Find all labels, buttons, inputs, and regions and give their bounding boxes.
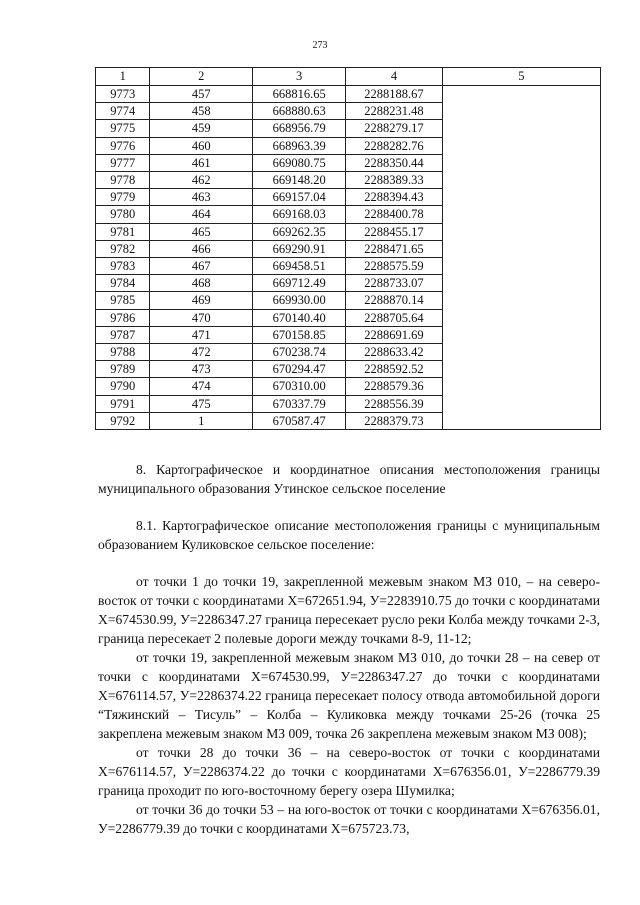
table-cell: 9778 [96, 172, 150, 189]
table-cell: 669262.35 [253, 223, 346, 240]
table-cell: 467 [150, 258, 253, 275]
table-cell: 460 [150, 137, 253, 154]
table-cell: 468 [150, 275, 253, 292]
table-body [96, 86, 601, 430]
table-cell: 470 [150, 309, 253, 326]
table-cell: 475 [150, 395, 253, 412]
paragraph: от точки 1 до точки 19, закрепленной межевым знаком МЗ 010, – на северо-восток от точки с координатами X=672651.94, У=2283910.75 до точки с координатами X=674530.99, У=2286347.27 граница пересекает русло реки Колба между точками 2-3, граница пересекает 2 полевые дороги между точками 8-9, 11-12; [98, 574, 600, 646]
table-cell: 669080.75 [253, 154, 346, 171]
table-cell: 2288579.36 [346, 378, 442, 395]
table-cell: 669148.20 [253, 172, 346, 189]
table-cell: 2288575.59 [346, 258, 442, 275]
table-cell: 9791 [96, 395, 150, 412]
table-cell: 670587.47 [253, 412, 346, 429]
table-cell: 9788 [96, 344, 150, 361]
table-cell: 669157.04 [253, 189, 346, 206]
table-cell: 670140.40 [253, 309, 346, 326]
table-cell: 9781 [96, 223, 150, 240]
page-number: 273 [312, 40, 328, 51]
table-cell: 469 [150, 292, 253, 309]
table-cell: 9792 [96, 412, 150, 429]
table-row [96, 86, 601, 103]
table-cell: 2288471.65 [346, 240, 442, 257]
table-cell: 2288379.73 [346, 412, 442, 429]
paragraph: от точки 36 до точки 53 – на юго-восток от точки с координатами X=676356.01, У=2286779.39 до точки с координатами X=675723.73, [98, 802, 600, 836]
table-cell: 471 [150, 326, 253, 343]
table-cell: 2288455.17 [346, 223, 442, 240]
table-cell: 2288279.17 [346, 120, 442, 137]
table-cell: 2288592.52 [346, 361, 442, 378]
table-cell: 2288231.48 [346, 103, 442, 120]
table-cell: 9780 [96, 206, 150, 223]
table-cell: 669290.91 [253, 240, 346, 257]
paragraph: от точки 19, закрепленной межевым знаком МЗ 010, до точки 28 – на север от точки с координатами X=674530.99, У=2286347.27 до точки с координатами X=676114.57, У=2286374.22 граница пересекает полосу отвода автомобильной дороги “Тяжинский – Тисуль” – Колба – Куликовка между точками 25-26 (точка 25 закреплена межевым знаком МЗ 009, точка 26 закреплена межевым знаком МЗ 008); [98, 650, 600, 741]
table-cell: 9784 [96, 275, 150, 292]
table-cell: 458 [150, 103, 253, 120]
table-cell: 9782 [96, 240, 150, 257]
table-cell: 462 [150, 172, 253, 189]
table-cell: 668963.39 [253, 137, 346, 154]
table-cell: 669168.03 [253, 206, 346, 223]
table-cell: 473 [150, 361, 253, 378]
table-cell: 668956.79 [253, 120, 346, 137]
table-cell: 9779 [96, 189, 150, 206]
table-cell: 2288633.42 [346, 344, 442, 361]
table-cell: 2288705.64 [346, 309, 442, 326]
table-cell: 464 [150, 206, 253, 223]
table-cell: 2288389.33 [346, 172, 442, 189]
notes-cell [442, 86, 600, 430]
table-cell: 463 [150, 189, 253, 206]
table-cell: 2288691.69 [346, 326, 442, 343]
table-cell: 465 [150, 223, 253, 240]
column-header: 3 [253, 68, 346, 86]
section-8-1-heading [98, 516, 600, 554]
table-cell: 668816.65 [253, 86, 346, 103]
table-cell: 670158.85 [253, 326, 346, 343]
table-cell: 457 [150, 86, 253, 103]
table-cell: 2288394.43 [346, 189, 442, 206]
table-cell: 9789 [96, 361, 150, 378]
table-cell: 9777 [96, 154, 150, 171]
table-cell: 9783 [96, 258, 150, 275]
table-cell: 9786 [96, 309, 150, 326]
section-8-heading [98, 460, 600, 498]
column-header: 1 [96, 68, 150, 86]
section-8-1-text: 8.1. Картографическое описание местоположения границы с муниципальным образованием Куликовское сельское поселение: [98, 518, 600, 552]
column-header: 4 [346, 68, 442, 86]
table-header-row [96, 68, 601, 86]
table-cell: 2288282.76 [346, 137, 442, 154]
table-cell: 2288556.39 [346, 395, 442, 412]
table-cell: 461 [150, 154, 253, 171]
table-cell: 670294.47 [253, 361, 346, 378]
table-cell: 9775 [96, 120, 150, 137]
table-cell: 2288188.67 [346, 86, 442, 103]
column-header: 5 [442, 68, 600, 86]
table-cell: 669712.49 [253, 275, 346, 292]
table-cell: 9790 [96, 378, 150, 395]
table-cell: 9773 [96, 86, 150, 103]
table-cell: 669930.00 [253, 292, 346, 309]
table-cell: 466 [150, 240, 253, 257]
table-cell: 2288870.14 [346, 292, 442, 309]
table-cell: 1 [150, 412, 253, 429]
table-cell: 2288400.78 [346, 206, 442, 223]
table-cell: 670310.00 [253, 378, 346, 395]
table-cell: 9785 [96, 292, 150, 309]
table-cell: 9776 [96, 137, 150, 154]
coordinates-table [95, 67, 601, 430]
table-cell: 474 [150, 378, 253, 395]
table-cell: 9774 [96, 103, 150, 120]
table-cell: 670337.79 [253, 395, 346, 412]
paragraph: от точки 28 до точки 36 – на северо-восток от точки с координатами X=676114.57, У=2286374.22 до точки с координатами X=676356.01, У=2286779.39 граница проходит по юго-восточному берегу озера Шумилка; [98, 745, 600, 798]
table-cell: 2288350.44 [346, 154, 442, 171]
column-header: 2 [150, 68, 253, 86]
table-cell: 2288733.07 [346, 275, 442, 292]
section-8-text: 8. Картографическое и координатное описания местоположения границы муниципального образования Утинское сельское поселение [98, 462, 600, 496]
table-cell: 669458.51 [253, 258, 346, 275]
boundary-description [98, 572, 600, 838]
table-cell: 9787 [96, 326, 150, 343]
table-cell: 472 [150, 344, 253, 361]
table-cell: 459 [150, 120, 253, 137]
table-cell: 670238.74 [253, 344, 346, 361]
table-cell: 668880.63 [253, 103, 346, 120]
